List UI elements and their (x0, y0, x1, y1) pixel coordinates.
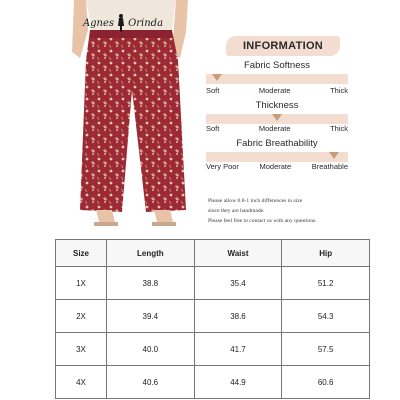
cell-waist: 38.6 (194, 300, 282, 333)
cell-length: 39.4 (107, 300, 195, 333)
table-row (56, 333, 370, 366)
cell-length: 38.8 (107, 267, 195, 300)
softness-scale-labels (206, 86, 348, 95)
breathability-label-low: Very Poor (206, 162, 239, 171)
brand-name-right: Orinda (128, 17, 164, 29)
header-waist: Waist (194, 240, 282, 267)
info-title: INFORMATION (226, 36, 340, 56)
softness-label-mid: Moderate (258, 86, 291, 95)
note-line: Please feel free to contact us with any questions. (208, 218, 317, 224)
cell-hip: 51.2 (282, 267, 370, 300)
brand-logo (48, 12, 198, 34)
table-header-row (56, 240, 370, 267)
size-note (208, 196, 354, 226)
cell-hip: 54.3 (282, 300, 370, 333)
table-row (56, 300, 370, 333)
cell-size: 2X (56, 300, 107, 333)
header-hip: Hip (282, 240, 370, 267)
size-table (55, 239, 370, 399)
note-line: since they are handmade. (208, 208, 265, 214)
note-line: Please allow 0.8-1 inch differences in size (208, 198, 303, 204)
product-photo (0, 0, 210, 228)
softness-label-low: Soft (206, 86, 220, 95)
breathability-label-mid: Moderate (259, 162, 292, 171)
model-illustration (0, 0, 210, 228)
cell-waist: 44.9 (194, 366, 282, 399)
cell-length: 40.0 (107, 333, 195, 366)
cell-size: 4X (56, 366, 107, 399)
fabric-softness-title: Fabric Softness (244, 60, 310, 71)
thickness-label-high: Thick (330, 124, 348, 133)
info-panel (202, 30, 352, 190)
breathability-scale-bar (206, 152, 348, 162)
softness-label-high: Thick (330, 86, 348, 95)
table-row (56, 267, 370, 300)
brand-name-left: Agnes (82, 17, 115, 29)
thickness-title: Thickness (255, 100, 299, 111)
cell-size: 3X (56, 333, 107, 366)
cell-waist: 35.4 (194, 267, 282, 300)
thickness-label-low: Soft (206, 124, 220, 133)
breathability-scale-labels (206, 162, 348, 171)
cell-waist: 41.7 (194, 333, 282, 366)
cell-size: 1X (56, 267, 107, 300)
softness-arrow-icon (212, 74, 222, 81)
breathability-arrow-icon (329, 152, 339, 159)
thickness-arrow-icon (272, 114, 282, 121)
softness-scale-bar (206, 74, 348, 84)
cell-length: 40.6 (107, 366, 195, 399)
breathability-label-high: Breathable (311, 162, 348, 171)
header-length: Length (107, 240, 195, 267)
cell-hip: 60.6 (282, 366, 370, 399)
cell-hip: 57.5 (282, 333, 370, 366)
size-chart (55, 239, 370, 397)
thickness-scale-labels (206, 124, 348, 133)
table-row (56, 366, 370, 399)
thickness-label-mid: Moderate (258, 124, 291, 133)
fabric-breathability-title: Fabric Breathability (236, 138, 318, 149)
header-size: Size (56, 240, 107, 267)
brand-silhouette-icon (116, 13, 126, 33)
